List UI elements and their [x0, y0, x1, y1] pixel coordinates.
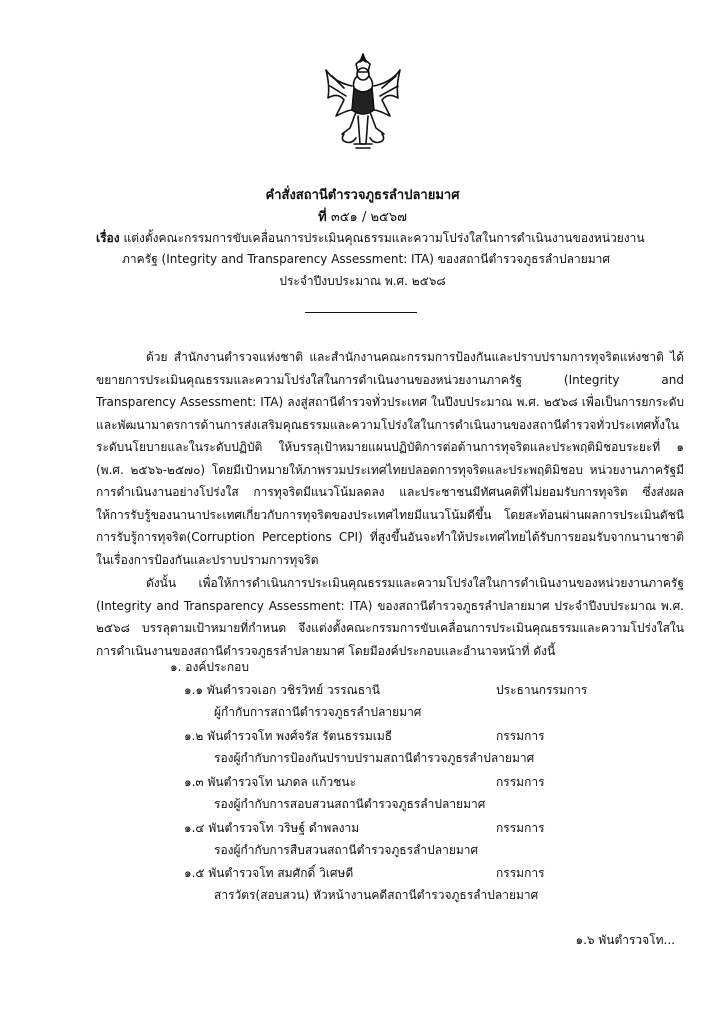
garuda-emblem-icon — [322, 52, 404, 150]
member-name: ๑.๒ พันตำรวจโท พงศ์จรัส รัตนธรรมเมธี — [184, 729, 393, 743]
member-name: ๑.๓ พันตำรวจโท นภดล แก้วชนะ — [184, 775, 357, 789]
member-role: ประธานกรรมการ — [496, 683, 588, 697]
order-title: คำสั่งสถานีตำรวจภูธรลำปลายมาศ — [265, 188, 460, 203]
order-subject — [96, 228, 656, 270]
member-position: ผู้กำกับการสถานีตำรวจภูธรลำปลายมาศ — [214, 705, 422, 719]
subject-line-1: แต่งตั้งคณะกรรมการขับเคลื่อนการประเมินคุณธรรมและความโปร่งใสในการดำเนินงานของหน่วยงาน — [123, 231, 645, 245]
section-heading: ๑. องค์ประกอบ — [170, 660, 249, 674]
member-position: รองผู้กำกับการสืบสวนสถานีตำรวจภูธรลำปลายมาศ — [214, 843, 479, 857]
fiscal-year: ประจำปีงบประมาณ พ.ศ. ๒๕๖๘ — [279, 274, 446, 288]
member-name: ๑.๕ พันตำรวจโท สมศักดิ์ วิเศษดี — [184, 866, 354, 880]
member-role: กรรมการ — [496, 866, 545, 880]
member-position: รองผู้กำกับการป้องกันปราบปรามสถานีตำรวจภูธรลำปลายมาศ — [214, 751, 535, 765]
member-position: รองผู้กำกับการสอบสวนสถานีตำรวจภูธรลำปลายมาศ — [214, 797, 486, 811]
order-number-label: ที่ — [318, 210, 327, 225]
paragraph-1: ด้วย สำนักงานตำรวจแห่งชาติ และสำนักงานคณะกรรมการป้องกันและปราบปรามการทุจริตแห่งชาติ ได้ขยายการประเมินคุณธรรมและความโปร่งใสในการดำเนินงานของหน่วยงานภาครัฐ (Integrity and Transparency Assessment: ITA) ลงสู่สถานีตำรวจทั่วประเทศ ในปีงบประมาณ พ.ศ. ๒๕๖๘ เพื่อเป็นการยกระดับและพัฒนามาตรการด้านการส่งเสริมคุณธรรมและความโปร่งใสในการดำเนินงานของสถานีตำรวจทั่วประเทศทั้งในระดับนโยบายและในระดับปฏิบัติ ให้บรรลุเป้าหมายแผนปฏิบัติการต่อต้านการทุจริตและประพฤติมิชอบระยะที่ ๑ (พ.ศ. ๒๕๖๖-๒๕๗๐) โดยมีเป้าหมายให้ภาพรวมประเทศไทยปลอดการทุจริตและประพฤติมิชอบ หน่วยงานภาครัฐมีการดำเนินงานอย่างโปร่งใส การทุจริตมีแนวโน้มลดลง และประชาชนมีทัศนคติที่ไม่ยอมรับการทุจริต ซึ่งส่งผลให้การรับรู้ของนานาประเทศเกี่ยวกับการทุจริตของประเทศไทยมีแนวโน้มดีขึ้น โดยสะท้อนผ่านผลการประเมินดัชนีการรับรู้การทุจริต(Corruption Perceptions CPI) ที่สูงขึ้นอันจะทำให้ประเทศไทยได้รับการยอมรับจากนานาชาติในเรื่องการป้องกันและปราบปรามการทุจริต — [96, 350, 684, 567]
member-role: กรรมการ — [496, 821, 545, 835]
member-role: กรรมการ — [496, 729, 545, 743]
continuation-note: ๑.๖ พันตำรวจโท... — [575, 933, 675, 947]
member-name: ๑.๑ พันตำรวจเอก วชิรวิทย์ วรรณธานี — [184, 683, 380, 697]
member-role: กรรมการ — [496, 775, 545, 789]
subject-line-2: ภาครัฐ (Integrity and Transparency Assessment: ITA) ของสถานีตำรวจภูธรลำปลายมาศ — [121, 252, 611, 266]
order-number — [0, 206, 725, 227]
member-name: ๑.๔ พันตำรวจโท วริษฐ์ ดำพลงาม — [184, 821, 360, 835]
paragraph-2: ดังนั้น เพื่อให้การดำเนินการประเมินคุณธรรมและความโปร่งใสในการดำเนินงานของหน่วยงานภาครัฐ (Integrity and Transparency Assessment: ITA) ของสถานีตำรวจภูธรลำปลายมาศ ประจำปีงบประมาณ พ.ศ. ๒๕๖๘ บรรลุตามเป้าหมายที่กำหนด จึงแต่งตั้งคณะกรรมการขับเคลื่อนการประเมินคุณธรรมและความโปร่งใสในการดำเนินงานของสถานีตำรวจภูธรลำปลายมาศ โดยมีองค์ประกอบและอำนาจหน้าที่ ดังนี้ — [96, 576, 684, 658]
divider-line — [305, 312, 417, 313]
subject-label: เรื่อง — [96, 231, 120, 245]
member-position: สารวัตร(สอบสวน) หัวหน้างานคดีสถานีตำรวจภูธรลำปลายมาศ — [214, 888, 539, 902]
order-number-value: ๓๕๑ / ๒๕๖๗ — [330, 210, 407, 225]
